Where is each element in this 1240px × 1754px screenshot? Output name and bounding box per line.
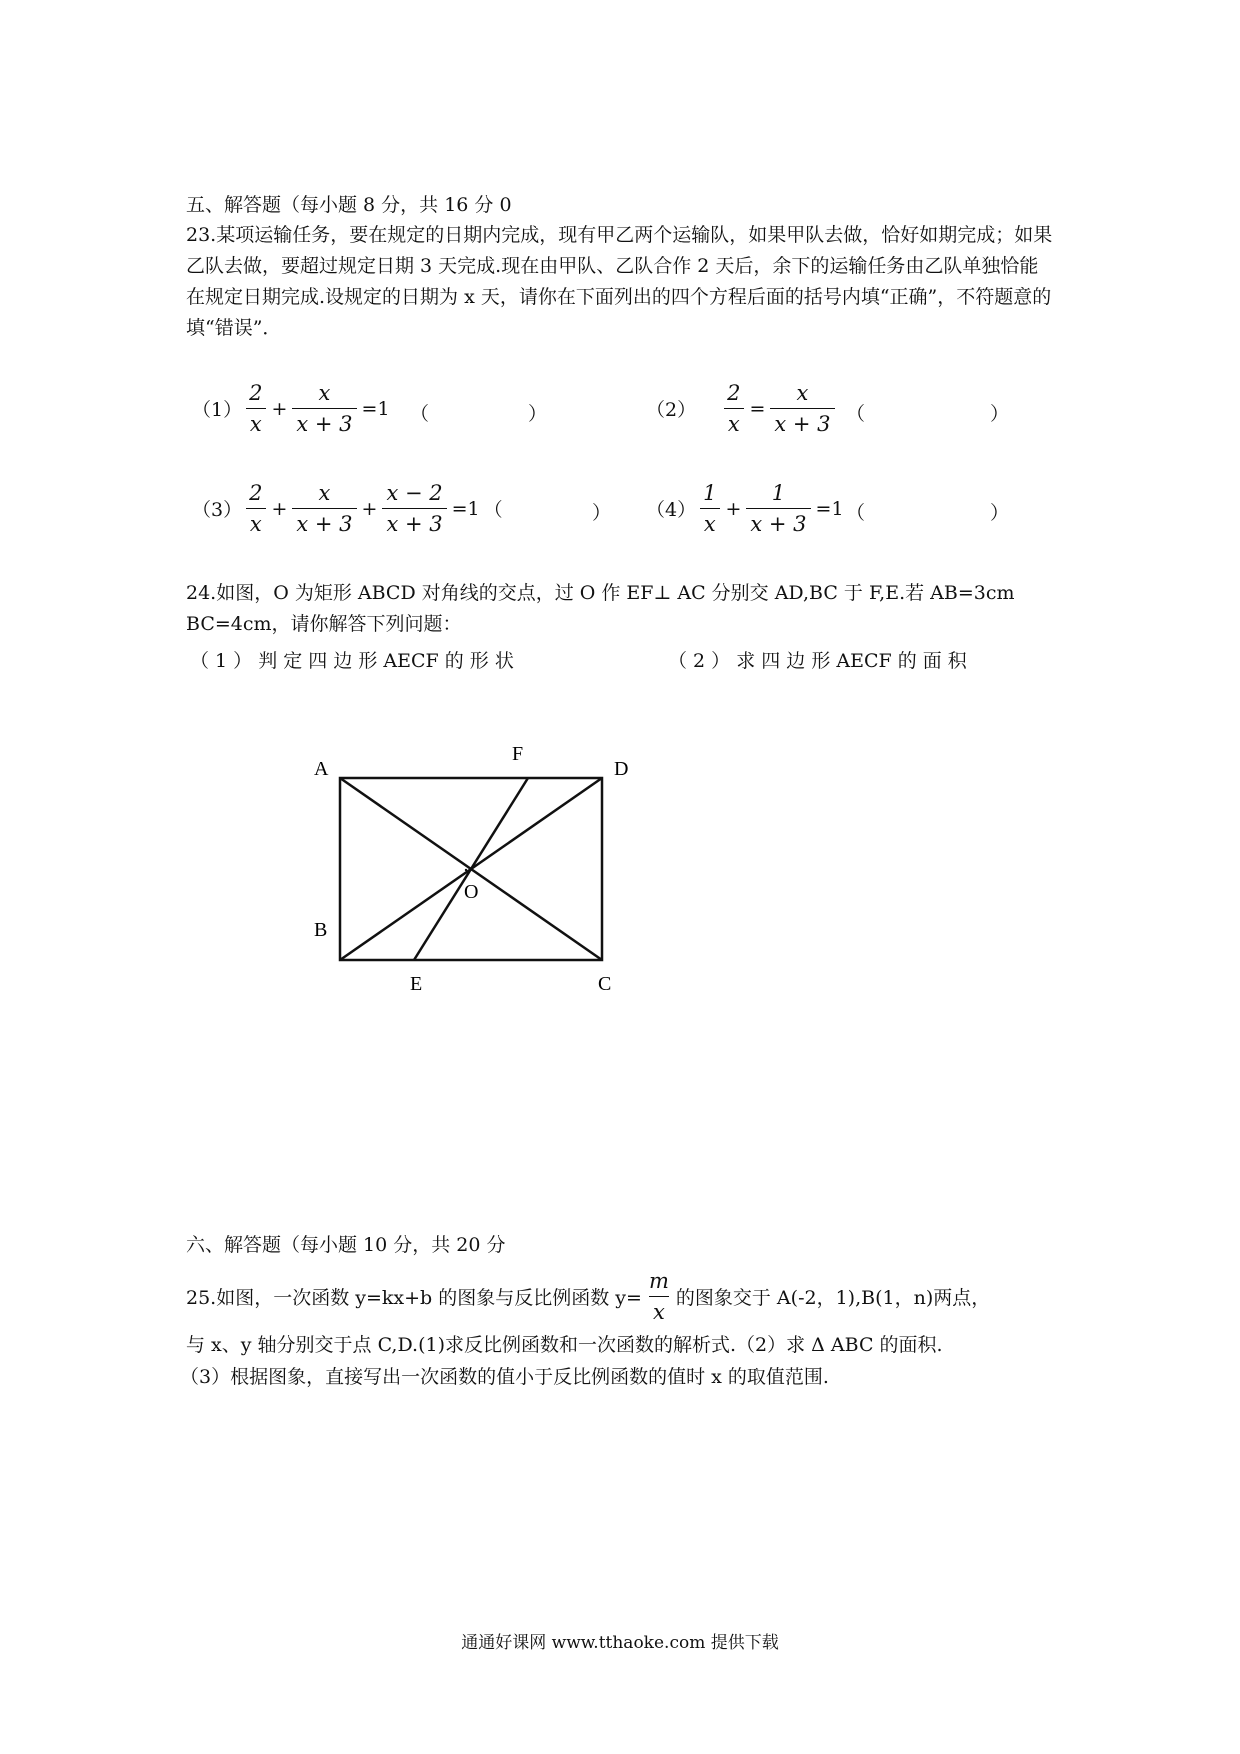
fraction: $\frac{1}{x}$	[699, 480, 720, 537]
rectangle-diagram	[300, 740, 660, 1000]
label-b: B	[314, 919, 328, 941]
fraction: $\frac{2}{x}$	[245, 480, 266, 537]
question-24-part-2: （ 2 ） 求 四 边 形 AECF 的 面 积	[668, 650, 967, 672]
section-6-heading: 六、解答题（每小题 10 分，共 20 分	[186, 1234, 506, 1256]
equation-4-label: （4）	[646, 499, 697, 521]
answer-blank-1-open[interactable]: （	[410, 403, 430, 425]
answer-blank-3-close: ）	[592, 502, 612, 524]
label-a: A	[314, 758, 329, 780]
question-25-line-3: （3）根据图象，直接写出一次函数的值小于反比例函数的值时 x 的取值范围.	[180, 1366, 829, 1388]
label-c: C	[598, 973, 612, 995]
answer-blank-1-close: ）	[528, 403, 548, 425]
dot-mark	[465, 869, 467, 871]
label-f: F	[512, 743, 524, 765]
fraction: $\frac{1}{x + 3}$	[746, 480, 810, 537]
fraction: $\frac{2}{x}$	[723, 380, 744, 437]
equation-3: （3） $\frac{2}{x}$ + $\frac{x}{x + 3}$ + $\frac{x - 2}{x + 3}$ =1 （	[192, 481, 503, 536]
footer-watermark: 通通好课网 www.tthaoke.com 提供下载	[461, 1633, 779, 1653]
question-24-part-1: （ 1 ） 判 定 四 边 形 AECF 的 形 状	[190, 650, 514, 672]
question-24-text: 24.如图，O 为矩形 ABCD 对角线的交点，过 O 作 EF⊥ AC 分别交 AD,BC 于 F,E.若 AB=3cm BC=4cm，请你解答下列问题：	[186, 582, 1015, 635]
equation-1: （1） $\frac{2}{x}$ + $\frac{x}{x + 3}$ =1	[192, 381, 390, 436]
answer-blank-4-close: ）	[990, 502, 1010, 524]
answer-blank-3-open[interactable]: （	[483, 499, 503, 521]
label-d: D	[614, 758, 629, 780]
label-e: E	[410, 973, 423, 995]
equation-3-label: （3）	[192, 499, 243, 521]
equation-4: （4） $\frac{1}{x}$ + $\frac{1}{x + 3}$ =1	[646, 481, 844, 536]
fraction: $\frac{x}{x + 3}$	[292, 480, 356, 537]
answer-blank-2-open[interactable]: （	[846, 403, 866, 425]
equation-2-label: （2）	[646, 399, 697, 421]
label-o: O	[464, 881, 479, 903]
equation-2: （2） $\frac{2}{x}$ = $\frac{x}{x + 3}$	[646, 380, 838, 437]
question-25-line-2: 与 x、y 轴分别交于点 C,D.(1)求反比例函数和一次函数的解析式.（2）求 Δ ABC 的面积.	[186, 1334, 943, 1356]
segment-ef	[414, 778, 528, 960]
fraction: $\frac{x}{x + 3}$	[770, 380, 834, 437]
answer-blank-4-open[interactable]: （	[846, 502, 866, 524]
section-5-heading: 五、解答题（每小题 8 分，共 16 分 0	[186, 194, 512, 216]
fraction: $\frac{x - 2}{x + 3}$	[382, 480, 446, 537]
fraction: $\frac{2}{x}$	[245, 380, 266, 437]
question-23-text: 23.某项运输任务，要在规定的日期内完成，现有甲乙两个运输队，如果甲队去做，恰好如期完成；如果乙队去做，要超过规定日期 3 天完成.现在由甲队、乙队合作 2 天后，余下的运输任务由乙队单独恰能在规定日期完成.设规定的日期为 x 天，请你在下面列出的四个方程后面的括号内填“正确”，不符题意的填“错误”．	[186, 224, 1053, 339]
equation-1-label: （1）	[192, 399, 243, 421]
answer-blank-2-close: ）	[990, 403, 1010, 425]
fraction: $\frac{m}{x}$	[648, 1269, 669, 1324]
question-25-line-1: 25.如图，一次函数 y=kx+b 的图象与反比例函数 y= $\frac{m}{x}$ 的图象交于 A(-2，1),B(1，n)两点，	[186, 1269, 991, 1324]
fraction: $\frac{x}{x + 3}$	[292, 380, 356, 437]
